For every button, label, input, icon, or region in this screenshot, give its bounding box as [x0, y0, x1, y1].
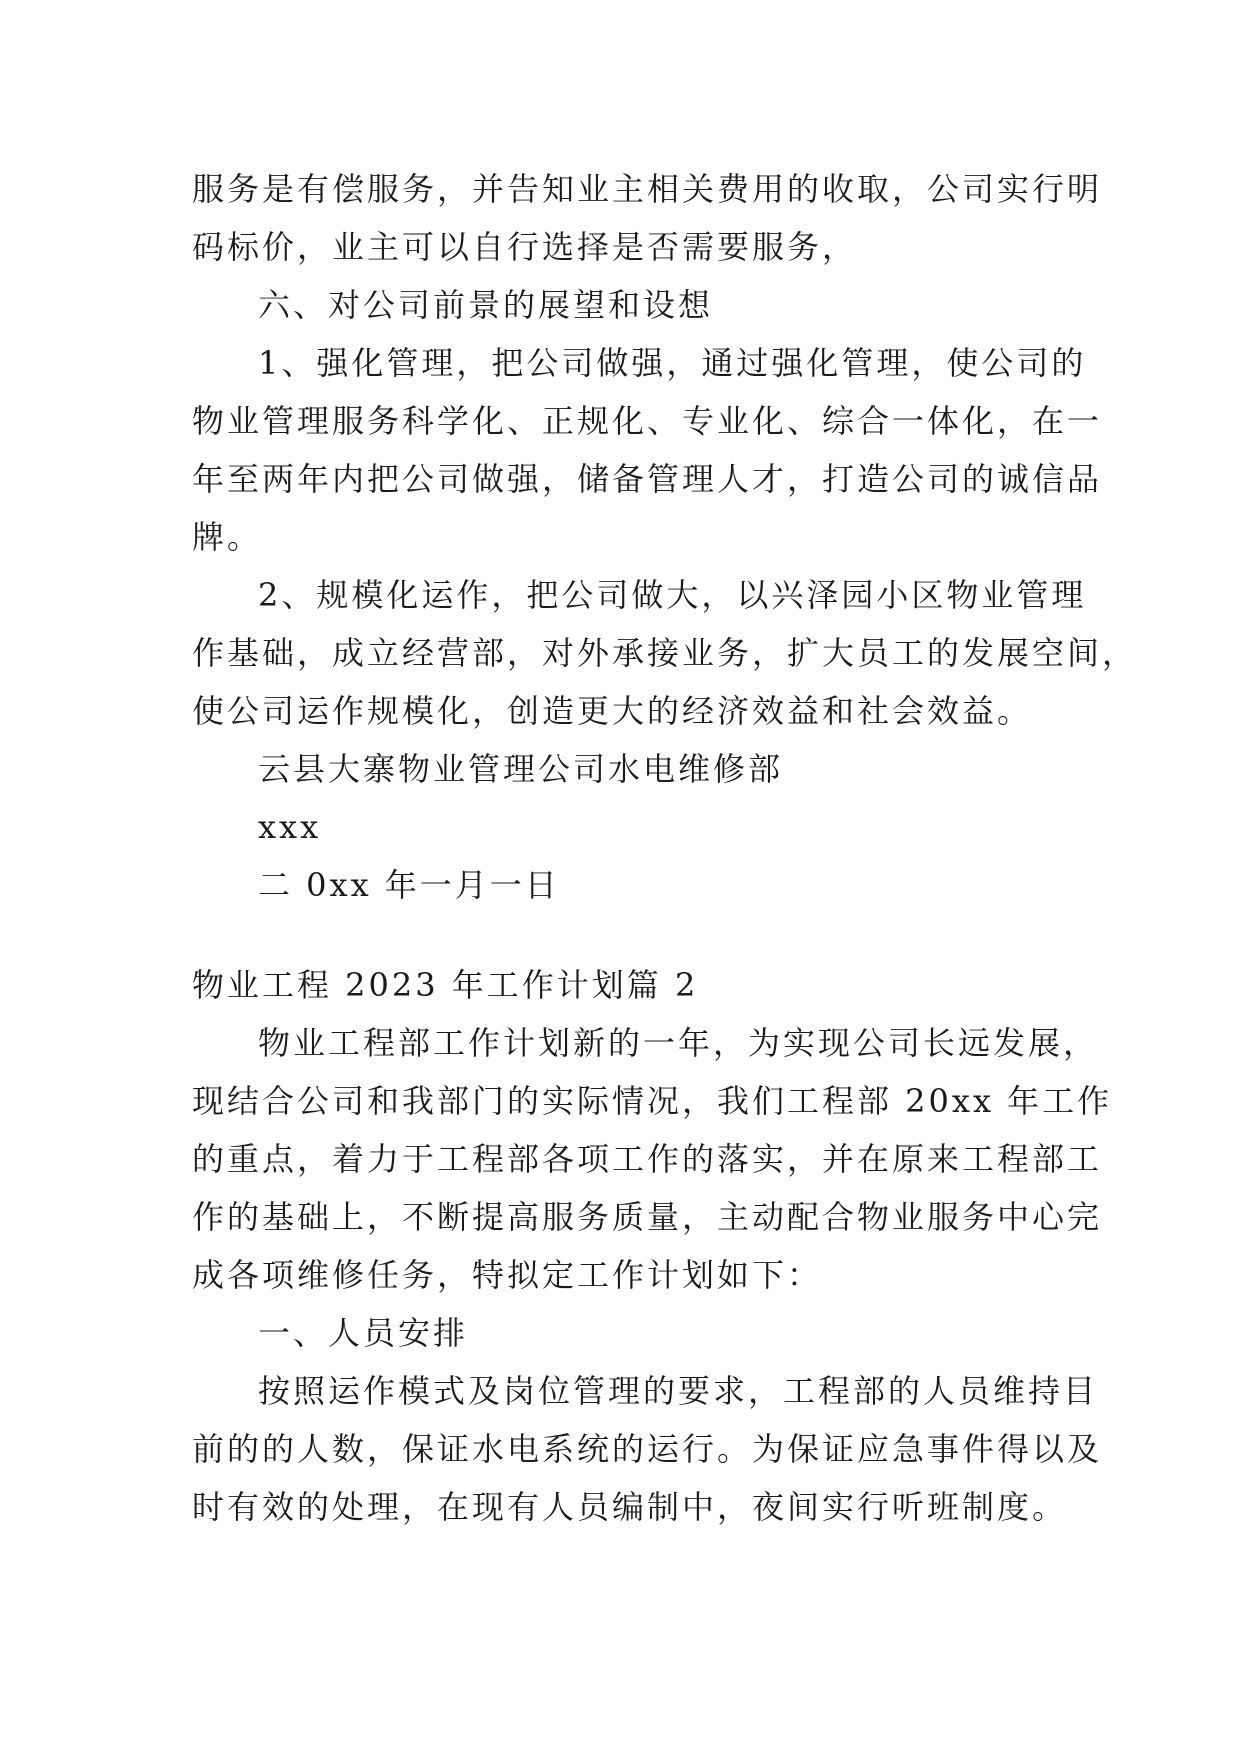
paragraph-line: 物业管理服务科学化、正规化、专业化、综合一体化，在一	[192, 402, 1103, 440]
document-body	[192, 160, 1138, 1536]
paragraph-line: 码标价，业主可以自行选择是否需要服务，	[192, 228, 858, 266]
section-heading: 六、对公司前景的展望和设想	[258, 286, 714, 324]
section-heading: 一、人员安排	[258, 1314, 469, 1352]
paragraph-line: 作基础，成立经营部，对外承接业务，扩大员工的发展空间，	[192, 634, 1138, 672]
paragraph-line: 2、规模化运作，把公司做大，以兴泽园小区物业管理	[258, 576, 1087, 614]
paragraph-line: 使公司运作规模化，创造更大的经济效益和社会效益。	[192, 692, 1033, 730]
signature-department: 云县大寨物业管理公司水电维修部	[258, 750, 784, 788]
paragraph-line: 按照运作模式及岗位管理的要求，工程部的人员维持目	[258, 1372, 1099, 1410]
signature-date: 二 0xx 年一月一日	[258, 866, 560, 904]
paragraph-line: 的重点，着力于工程部各项工作的落实，并在原来工程部工	[192, 1140, 1103, 1178]
paragraph-line: 物业工程部工作计划新的一年，为实现公司长远发展，	[258, 1024, 1099, 1062]
paragraph-line: 牌。	[192, 518, 263, 556]
paragraph-line: 年至两年内把公司做强，储备管理人才，打造公司的诚信品	[192, 460, 1103, 498]
paragraph-line: 服务是有偿服务，并告知业主相关费用的收取，公司实行明	[192, 170, 1103, 208]
paragraph-line: 作的基础上，不断提高服务质量，主动配合物业服务中心完	[192, 1198, 1103, 1236]
signature-name: xxx	[258, 808, 322, 846]
paragraph-line: 时有效的处理，在现有人员编制中，夜间实行听班制度。	[192, 1488, 1068, 1526]
paragraph-line: 前的的人数，保证水电系统的运行。为保证应急事件得以及	[192, 1430, 1103, 1468]
paragraph-line: 现结合公司和我部门的实际情况，我们工程部 20xx 年工作	[192, 1082, 1113, 1120]
section-gap	[192, 914, 1072, 956]
section-title: 物业工程 2023 年工作计划篇 2	[192, 966, 699, 1004]
paragraph-line: 1、强化管理，把公司做强，通过强化管理，使公司的	[258, 344, 1087, 382]
paragraph-line: 成各项维修任务，特拟定工作计划如下：	[192, 1256, 823, 1294]
